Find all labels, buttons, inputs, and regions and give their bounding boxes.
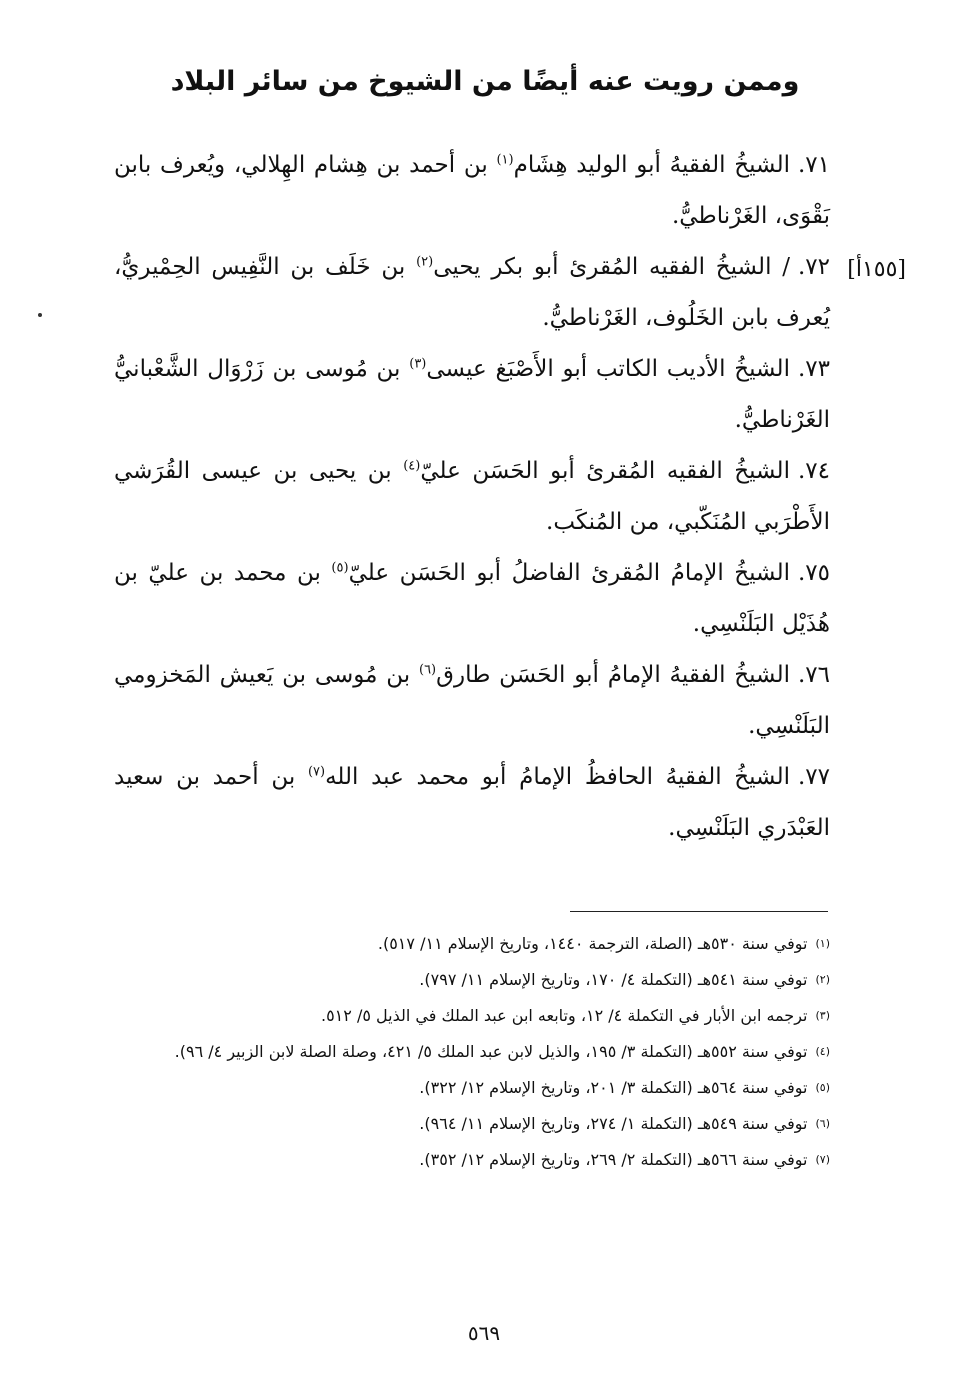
entry-text: الشيخُ الفقيهُ الحافظُ الإمامُ أبو محمد عبد الله	[325, 764, 790, 790]
footnote-reference[interactable]: (٥)	[331, 560, 349, 576]
stray-ink-dot	[38, 313, 42, 317]
footnote-reference[interactable]: (٤)	[403, 458, 421, 474]
entry-77	[114, 752, 830, 854]
entry-text-rest: بن أحمد بن سعيد العَبْدَري البَلَنْسِي.	[114, 764, 830, 841]
footnote-4	[114, 1034, 830, 1070]
entry-text-rest: بن أحمد بن هِشام الهِلالي، ويُعرف بابن بَقْوَى، الغَرْناطيُّ.	[114, 152, 830, 229]
footnote-number: (٤)	[815, 1045, 830, 1058]
entry-text: الشيخُ الأديب الكاتب أبو الأَصْبَغ عيسى	[426, 356, 790, 382]
entry-71	[114, 140, 830, 242]
footnote-number: (٥)	[815, 1081, 830, 1094]
footnote-text: توفي سنة ٥٤٩هـ (التكملة ١/ ٢٧٤، وتاريخ الإسلام ١١/ ٩٦٤).	[419, 1114, 808, 1133]
entry-number: ٧٣.	[797, 356, 830, 382]
footnote-2	[114, 962, 830, 998]
entry-text-rest: بن خَلَف بن النَّفِيس الحِمْيريُّ، يُعرف بابن الخَلُوف، الغَرْناطيُّ.	[114, 254, 830, 331]
footnote-number: (٧)	[815, 1153, 830, 1166]
entry-76	[114, 650, 830, 752]
entry-72	[114, 242, 830, 344]
entry-number: ٧٦.	[797, 662, 831, 688]
entry-number: ٧٥.	[797, 560, 830, 586]
entry-text: الشيخُ الفقيه المُقرئ أبو الحَسَن عليّ	[420, 458, 790, 484]
footnote-text: توفي سنة ٥٦٦هـ (التكملة ٢/ ٢٦٩، وتاريخ الإسلام ١٢/ ٣٥٢).	[419, 1150, 808, 1169]
footnote-number: (٦)	[815, 1117, 830, 1130]
footnote-1	[114, 926, 830, 962]
entry-number: ٧١.	[797, 152, 830, 178]
footnote-text: توفي سنة ٥٦٤هـ (التكملة ٣/ ٢٠١، وتاريخ الإسلام ١٢/ ٣٢٢).	[419, 1078, 808, 1097]
entry-text-rest: بن مُوسى بن يَعيش المَخزومي البَلَنْسِي.	[114, 662, 830, 739]
entry-text-rest: بن يحيى بن عيسى القُرَشي الأَطْرَبي المُنَكّبي، من المُنكَب.	[114, 458, 830, 535]
entry-text-rest: بن محمد بن عليّ بن هُذَيْل البَلَنْسِي.	[114, 560, 830, 637]
section-heading: وممن رويت عنه أيضًا من الشيوخ من سائر البلاد	[170, 66, 800, 97]
footnote-3	[114, 998, 830, 1034]
entry-text-rest: بن مُوسى بن زَرْوَال الشَّعْبانيُّ الغَرْناطيُّ.	[114, 356, 830, 433]
biography-entries	[114, 140, 830, 854]
footnote-number: (٢)	[815, 973, 830, 986]
entry-number: ٧٤.	[797, 458, 830, 484]
footnote-5	[114, 1070, 830, 1106]
entry-text: الشيخُ الإمامُ المُقرئ الفاضلُ أبو الحَسَن عليّ	[348, 560, 790, 586]
page-number: ٥٦٩	[467, 1321, 501, 1345]
entry-number: ٧٧.	[797, 764, 831, 790]
footnote-reference[interactable]: (٦)	[418, 662, 437, 678]
footnote-number: (١)	[815, 937, 830, 950]
footnote-reference[interactable]: (٢)	[416, 254, 434, 270]
entry-text: / الشيخُ الفقيه المُقرئ أبو بكر يحيى	[433, 254, 790, 280]
footnote-reference[interactable]: (١)	[496, 152, 514, 168]
footnotes	[114, 926, 830, 1178]
manuscript-folio-marker: [١٥٥أ]	[847, 257, 906, 282]
entry-73	[114, 344, 830, 446]
footnote-7	[114, 1142, 830, 1178]
footnote-separator	[570, 911, 828, 912]
entry-75	[114, 548, 830, 650]
footnote-reference[interactable]: (٧)	[307, 764, 326, 780]
footnote-6	[114, 1106, 830, 1142]
footnote-text: ترجمه ابن الأبار في التكملة ٤/ ١٢، وتابعه ابن عبد الملك في الذيل ٥/ ٥١٢.	[320, 1006, 808, 1025]
footnote-text: توفي سنة ٥٣٠هـ (الصلة، الترجمة ١٤٤٠، وتاريخ الإسلام ١١/ ٥١٧).	[377, 934, 808, 953]
entry-74	[114, 446, 830, 548]
footnote-number: (٣)	[815, 1009, 830, 1022]
footnote-text: توفي سنة ٥٥٢هـ (التكملة ٣/ ١٩٥، والذيل لابن عبد الملك ٥/ ٤٢١، وصلة الصلة لابن الزبير ٤/ ٩٦).	[174, 1042, 808, 1061]
footnote-reference[interactable]: (٣)	[409, 356, 427, 372]
footnote-text: توفي سنة ٥٤١هـ (التكملة ٤/ ١٧٠، وتاريخ الإسلام ١١/ ٧٩٧).	[419, 970, 808, 989]
entry-text: الشيخُ الفقيهُ الإمامُ أبو الحَسَن طارق	[436, 662, 790, 688]
entry-number: ٧٢.	[797, 254, 830, 280]
entry-text: الشيخُ الفقيهُ أبو الوليد هِشَام	[513, 152, 790, 178]
